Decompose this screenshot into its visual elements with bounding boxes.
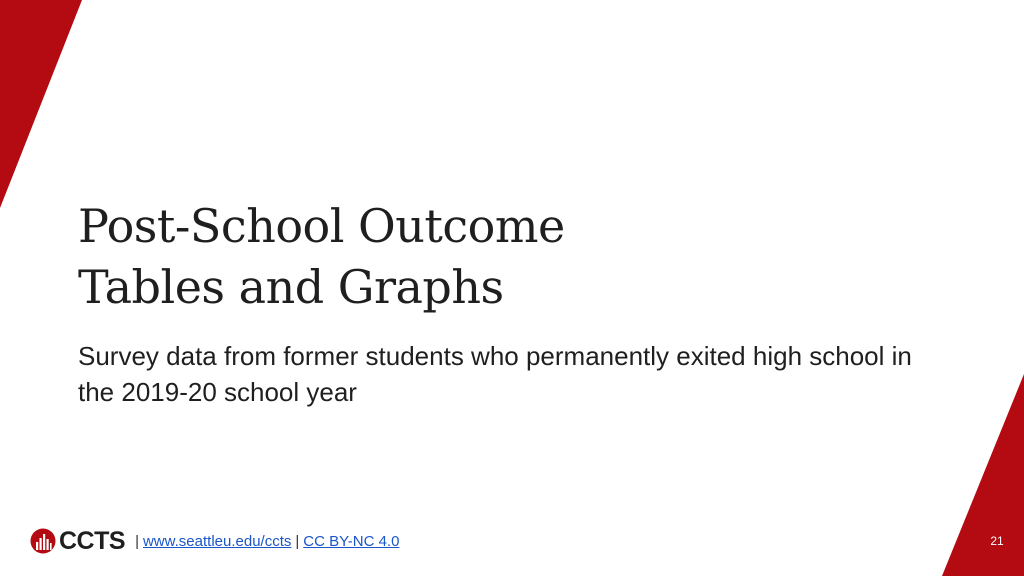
slide-subtitle: Survey data from former students who permanently exited high school in the 2019-20 school year <box>78 341 912 407</box>
title-line-1: Post-School Outcome <box>78 199 565 253</box>
bottom-right-red-stripe <box>942 374 1024 576</box>
footer-separator: | <box>295 532 300 550</box>
license-link[interactable]: CC BY-NC 4.0 <box>303 532 400 550</box>
ccts-logo-icon <box>30 528 56 554</box>
top-left-red-stripe <box>0 0 82 208</box>
seattleu-ccts-link[interactable]: www.seattleu.edu/ccts <box>142 532 292 550</box>
footer-separator: | <box>135 532 139 550</box>
title-line-2: Tables and Graphs <box>78 260 504 314</box>
ccts-logo-text: CCTS <box>59 527 126 555</box>
page-number: 21 <box>990 534 1004 548</box>
footer <box>30 527 399 555</box>
ccts-logo <box>30 528 125 554</box>
slide-title <box>78 196 565 318</box>
